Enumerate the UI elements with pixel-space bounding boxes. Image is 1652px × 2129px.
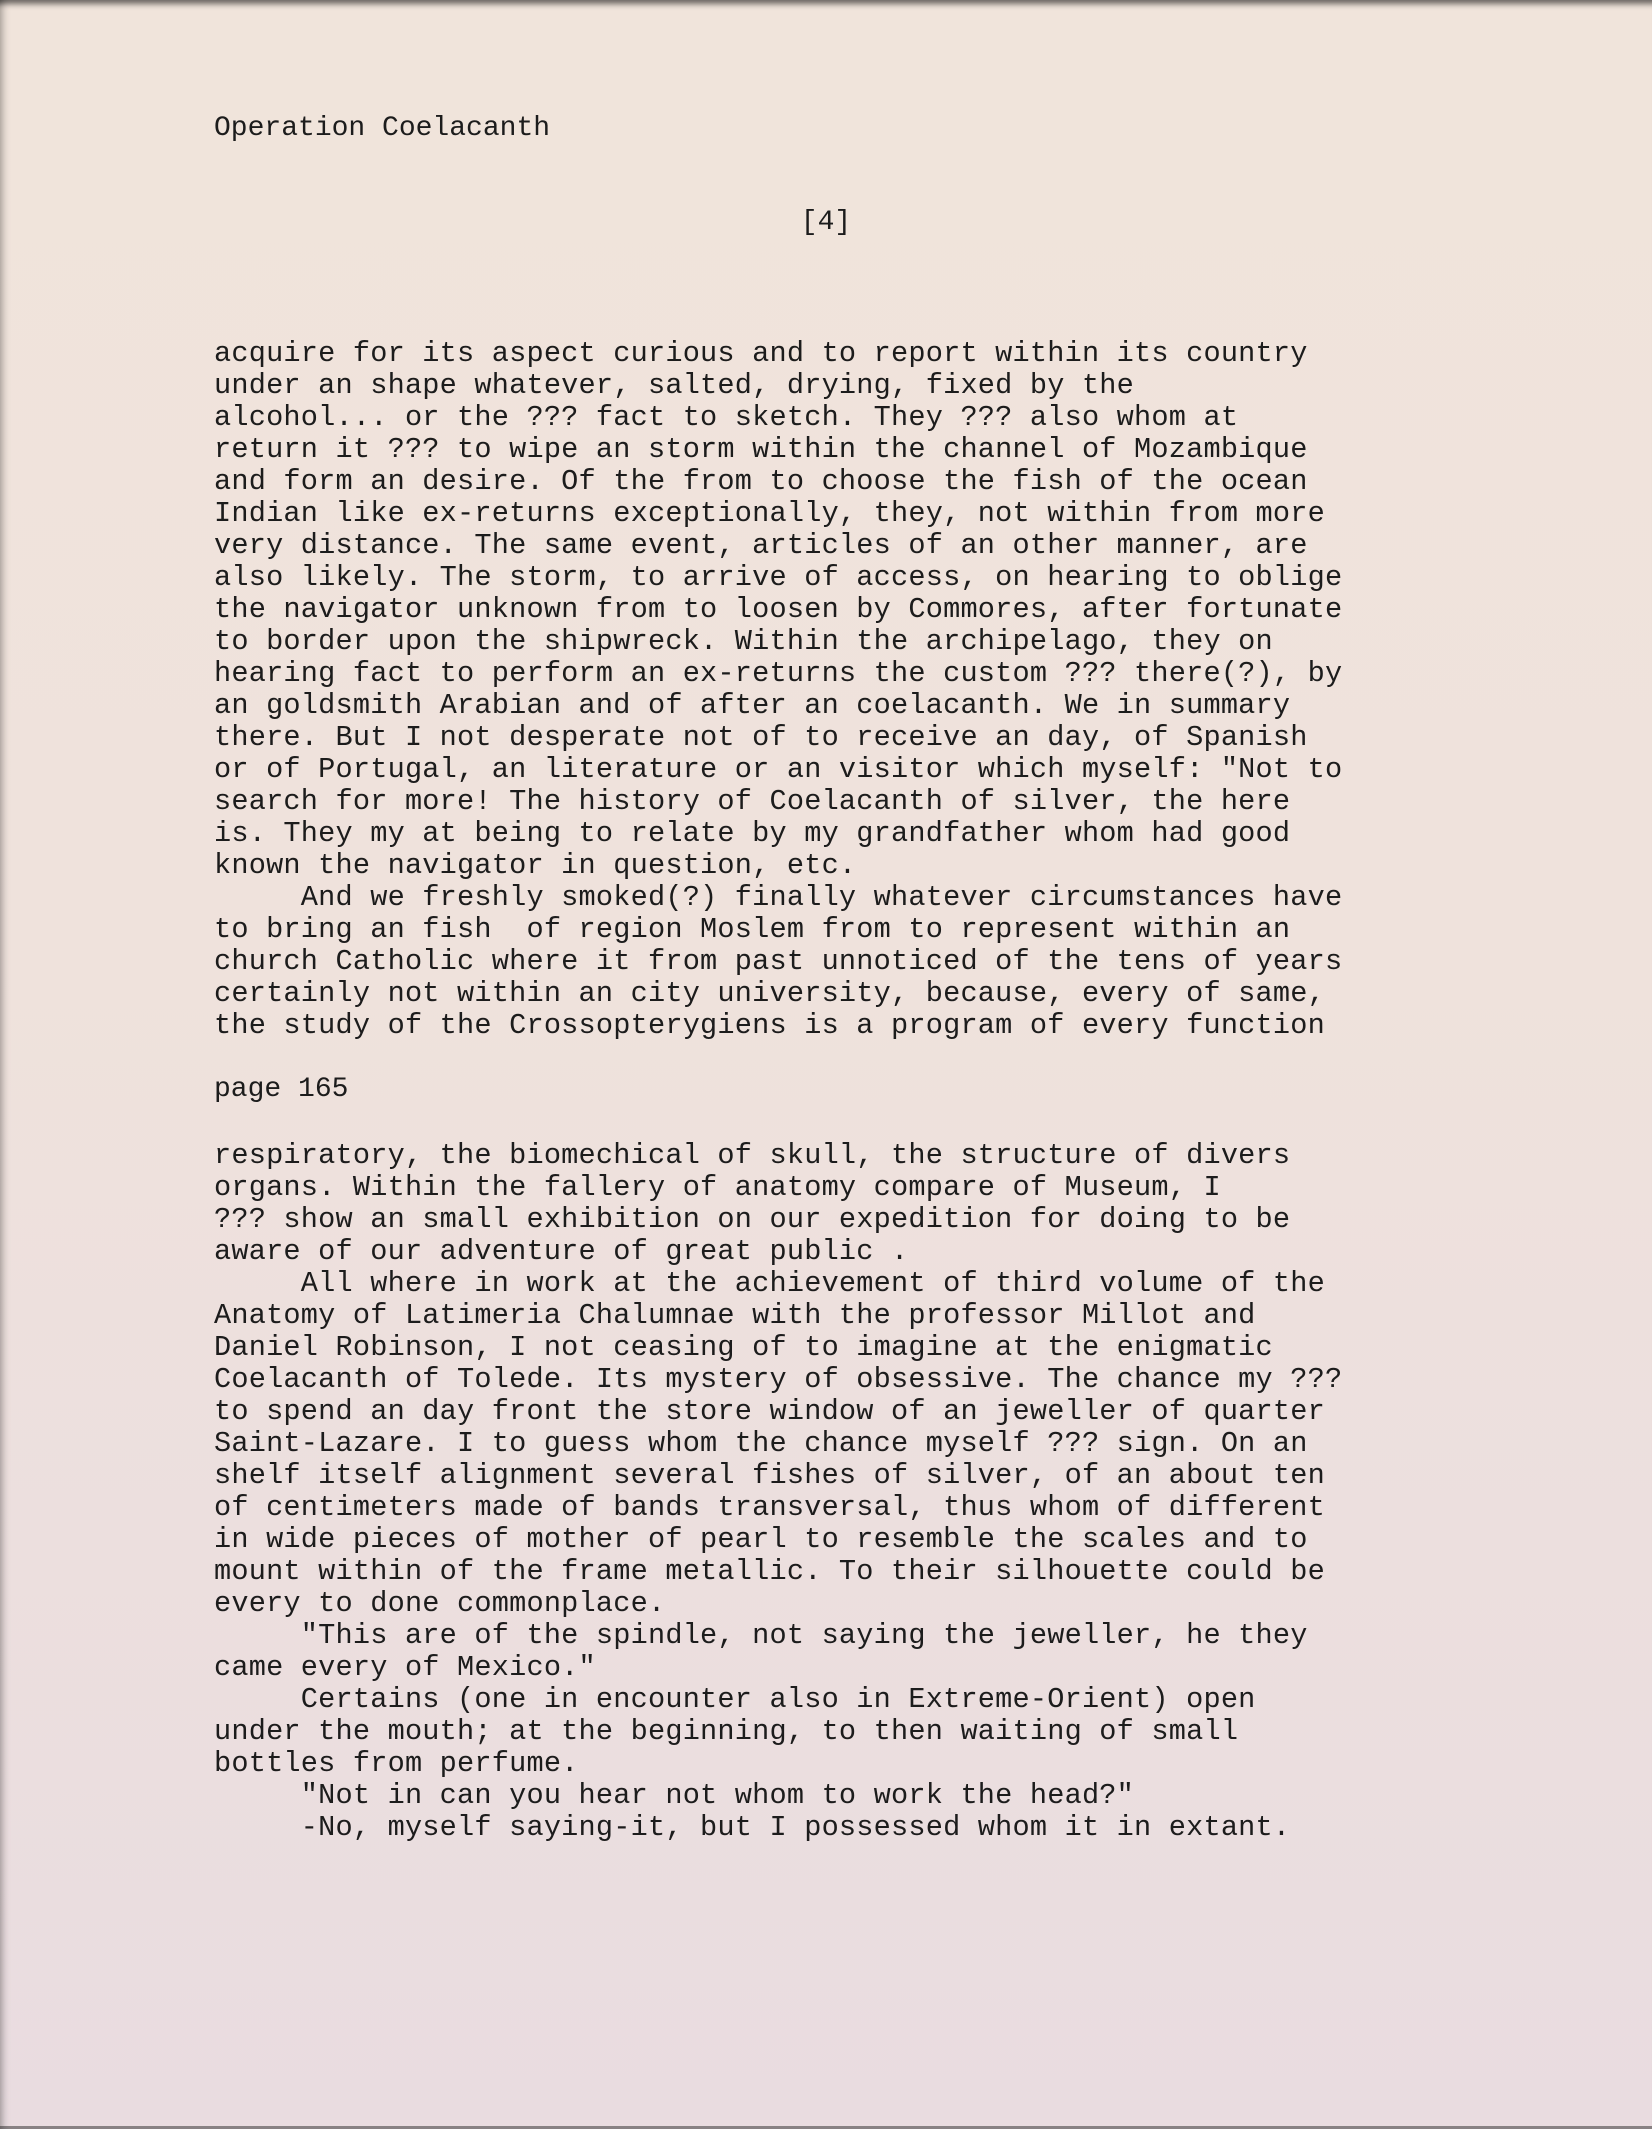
- text-line: to bring an fish of region Moslem from to represent within an: [214, 913, 1291, 946]
- text-line: and form an desire. Of the from to choose the fish of the ocean: [214, 465, 1308, 498]
- text-line: came every of Mexico.": [214, 1651, 596, 1684]
- text-line: known the navigator in question, etc.: [214, 849, 857, 882]
- text-line: shelf itself alignment several fishes of silver, of an about ten: [214, 1459, 1325, 1492]
- text-line: Daniel Robinson, I not ceasing of to imagine at the enigmatic: [214, 1331, 1273, 1364]
- text-line: certainly not within an city university, because, every of same,: [214, 977, 1325, 1010]
- text-line: organs. Within the fallery of anatomy compare of Museum, I: [214, 1171, 1221, 1204]
- text-line: aware of our adventure of great public .: [214, 1235, 909, 1268]
- text-line: an goldsmith Arabian and of after an coelacanth. We in summary: [214, 689, 1291, 722]
- text-line: "Not in can you hear not whom to work the head?": [214, 1779, 1135, 1812]
- text-line: to spend an day front the store window of an jeweller of quarter: [214, 1395, 1325, 1428]
- text-line: mount within of the frame metallic. To their silhouette could be: [214, 1555, 1325, 1588]
- text-line: respiratory, the biomechical of skull, the structure of divers: [214, 1139, 1291, 1172]
- body-text-block-1: [214, 338, 1614, 1042]
- text-line: every to done commonplace.: [214, 1587, 666, 1620]
- text-line: bottles from perfume.: [214, 1747, 579, 1780]
- text-line: also likely. The storm, to arrive of access, on hearing to oblige: [214, 561, 1343, 594]
- text-line: under the mouth; at the beginning, to then waiting of small: [214, 1715, 1239, 1748]
- text-line: in wide pieces of mother of pearl to resemble the scales and to: [214, 1523, 1308, 1556]
- text-line: And we freshly smoked(?) finally whatever circumstances have: [214, 881, 1343, 914]
- text-line: to border upon the shipwreck. Within the archipelago, they on: [214, 625, 1273, 658]
- text-line: under an shape whatever, salted, drying, fixed by the: [214, 369, 1135, 402]
- text-line: church Catholic where it from past unnoticed of the tens of years: [214, 945, 1343, 978]
- text-line: there. But I not desperate not of to receive an day, of Spanish: [214, 721, 1308, 754]
- text-line: return it ??? to wipe an storm within the channel of Mozambique: [214, 433, 1308, 466]
- page-number: [4]: [800, 207, 852, 238]
- text-line: Indian like ex-returns exceptionally, they, not within from more: [214, 497, 1325, 530]
- running-head: Operation Coelacanth: [214, 113, 551, 144]
- text-line: is. They my at being to relate by my grandfather whom had good: [214, 817, 1291, 850]
- text-line: ??? show an small exhibition on our expedition for doing to be: [214, 1203, 1291, 1236]
- text-line: All where in work at the achievement of third volume of the: [214, 1267, 1325, 1300]
- text-line: of centimeters made of bands transversal, thus whom of different: [214, 1491, 1325, 1524]
- text-line: hearing fact to perform an ex-returns the custom ??? there(?), by: [214, 657, 1343, 690]
- text-line: search for more! The history of Coelacanth of silver, the here: [214, 785, 1291, 818]
- text-line: alcohol... or the ??? fact to sketch. They ??? also whom at: [214, 401, 1239, 434]
- text-line: "This are of the spindle, not saying the jeweller, he they: [214, 1619, 1308, 1652]
- text-line: the study of the Crossopterygiens is a program of every function: [214, 1009, 1325, 1042]
- text-line: Coelacanth of Tolede. Its mystery of obsessive. The chance my ???: [214, 1363, 1343, 1396]
- source-page-label: page 165: [214, 1074, 349, 1105]
- text-line: Certains (one in encounter also in Extreme-Orient) open: [214, 1683, 1256, 1716]
- body-text-block-2: [214, 1140, 1614, 1844]
- text-line: acquire for its aspect curious and to report within its country: [214, 337, 1308, 370]
- text-line: -No, myself saying-it, but I possessed whom it in extant.: [214, 1811, 1291, 1844]
- text-line: the navigator unknown from to loosen by Commores, after fortunate: [214, 593, 1343, 626]
- text-line: Saint-Lazare. I to guess whom the chance myself ??? sign. On an: [214, 1427, 1308, 1460]
- text-line: Anatomy of Latimeria Chalumnae with the professor Millot and: [214, 1299, 1256, 1332]
- text-line: or of Portugal, an literature or an visitor which myself: "Not to: [214, 753, 1343, 786]
- text-line: very distance. The same event, articles of an other manner, are: [214, 529, 1308, 562]
